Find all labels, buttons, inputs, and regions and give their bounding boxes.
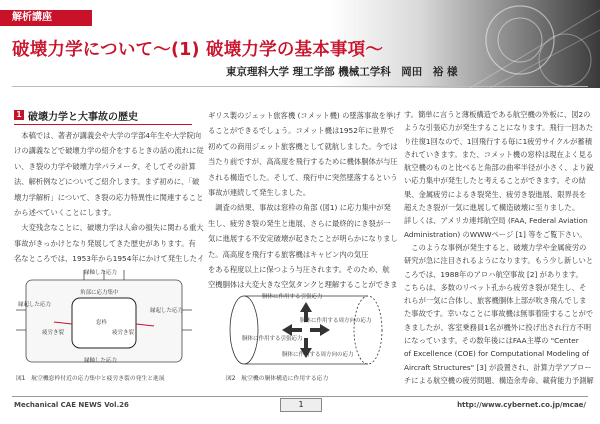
paragraph-line: ることができるでしょう。コメット機は1952年に世界で (208, 126, 395, 136)
paragraph-line: 空機胴体は大変大きな空気タンクと理解することができま (208, 280, 398, 290)
paragraph-line: このような事例が発生すると、破壊力学や金属疲労の (404, 242, 587, 252)
paragraph-line: れらが一気に合体し、旅客機胴体上部が吹き飛んでしま (404, 296, 587, 306)
paragraph-line: 生し、疲労き裂の発生と進展、さらに最終的にき裂が一 (208, 218, 391, 228)
section-number: 1 (14, 110, 24, 120)
fig2-label-d: 胴体に作用する周方向の応力 (282, 352, 354, 358)
fig1-label-corner: 角部に応力集中 (80, 290, 119, 296)
paragraph-line: た事故です。幸いなことに事故機は無事着陸することがで (404, 309, 594, 319)
fig2-label-b: 胴体に作用する周方向の応力 (300, 318, 372, 324)
paragraph-line: 調査の結果、事故は窓枠の角部 (図1) に応力集中が発 (208, 203, 391, 213)
paragraph-line: ころでは、1988年のアロハ航空事故 [2] があります。 (404, 269, 583, 279)
paragraph-line: す。簡単に言うと薄板構造である航空機の外板に、図2の (404, 110, 591, 119)
paragraph-line: 気に進展する不安定破壊が起きたことが明らかになりまし (208, 234, 398, 244)
figure-2-caption: 図2 航空機の胴体構造に作用する応力 (226, 376, 329, 382)
paragraph-line: of Excellence (COE) for Computational Modeling of (404, 349, 590, 359)
fig1-label-top: 縁軸した応力 (84, 270, 118, 276)
paragraph-line: 事故が連続して発生しました。 (208, 188, 311, 198)
paragraph-line: けの講義などで破壊力学の紹介をするときの話の流れに従 (14, 146, 204, 156)
page-number: 1 (280, 398, 322, 412)
paragraph-line: される構造でした。そして、飛行中に突然墜落するという (208, 172, 398, 182)
paragraph-line: た。高高度を飛行する旅客機はキャビン内の気圧 (208, 249, 369, 259)
paragraph-line: 果、金属疲労によるき裂発生、疲労き裂進展、限界長を (404, 189, 587, 199)
column-3-text (404, 108, 594, 387)
fig2-label-c: 胴体に作用する引張応力 (242, 336, 303, 342)
paragraph-line: 大変残念なことに、破壊力学は人命の損失に関わる重大 (14, 223, 204, 233)
figure-1-caption: 図1 航空機窓枠付近の応力集中と疲労き裂の発生と進展 (16, 376, 165, 382)
paragraph-line: されていきます。また、コメット機の窓枠は現在よく見る (404, 149, 594, 159)
section-underline (14, 124, 192, 125)
paragraph-line: きましたが、客室乗務員1名が機外に投げ出され行方不明 (404, 322, 592, 332)
paragraph-line: い応力集中が発生したと考えることができます。その結 (404, 176, 586, 186)
footer-divider (12, 396, 588, 397)
header-divider (12, 86, 588, 87)
paragraph-line: をある程度以上に保つよう与圧されます。そのため、航 (208, 265, 390, 275)
category-tag: 解析講座 (0, 10, 92, 26)
figure-2-diagram (222, 290, 390, 370)
paragraph-line: 壊力学解析」について、き裂の応力特異性に関連すること (14, 192, 204, 202)
footer-url[interactable]: http://www.cybernet.co.jp/mcae/ (457, 401, 586, 409)
paragraph-line: 航空機のものと比べると角部の曲率半径が小さく、より鋭 (404, 163, 594, 173)
footer-publication: Mechanical CAE NEWS Vol.26 (14, 401, 129, 409)
fig1-label-bottom: 縁軸した応力 (84, 358, 118, 364)
paragraph-line: ような引張応力が発生することになります。飛行一回あた (404, 123, 594, 133)
paragraph-line: チによる航空機の疲労問題、構造余寿命、載荷能力予測解 (404, 375, 594, 385)
paragraph-line: 初めての商用ジェット旅客機として就航しました。今では (208, 141, 398, 151)
paragraph-line: 研究が急に注目されるようになります。もう少し新しいと (404, 256, 594, 266)
paragraph-line: 本稿では、著者が講義会や大学の学部4年生や大学院向 (14, 131, 202, 140)
section-title: 破壊力学と大事故の歴史 (28, 112, 138, 123)
paragraph-line: Administration) のWWWページ [1] 等をご覧下さい。 (404, 229, 587, 239)
paragraph-line: 名なところでは、1953年から1954年にかけて発生したイ (14, 254, 205, 264)
fig2-label-a: 胴体に作用する引張応力 (262, 294, 323, 300)
fig1-label-crack2: 疲労き裂 (112, 330, 135, 336)
paragraph-line: Aircraft Structures" [3] が設置され、計算力学アプロー (404, 362, 592, 372)
paragraph-line: 詳しくは、アメリカ連邦航空局 (FAA, Federal Aviation (404, 216, 588, 226)
paragraph-line: り往復1回なので、1回飛行する毎に1疲労サイクルが蓄積 (404, 136, 593, 146)
column-1-text (14, 128, 205, 267)
article-title: 破壊力学について〜(1) 破壊力学の基本事項〜 (12, 40, 384, 60)
paragraph-line: 法、解析例などについてご紹介します。まず初めに、「破 (14, 177, 200, 187)
fig1-label-window: 窓枠 (96, 320, 108, 326)
column-2-text (208, 108, 401, 293)
paragraph-line: い、き裂の力学や破壊力学パラメータ、そしてその計算 (14, 161, 196, 171)
paragraph-line: こちらは、多数のリベット孔から疲労き裂が発生し、そ (404, 282, 587, 292)
fig1-label-left: 縁起した応力 (18, 302, 52, 308)
author-line: 東京理科大学 理工学部 機械工学科 岡田 裕 様 (226, 66, 458, 78)
fig1-label-crack1: 疲労き裂 (42, 330, 65, 336)
paragraph-line: 超えたき裂が一気に進展して構造破壊に至りました。 (404, 203, 580, 213)
paragraph-line: から述べていくことにします。 (14, 208, 116, 218)
paragraph-line: ギリス製のジェット旅客機 (コメット機) の墜落事故を挙げ (208, 111, 401, 120)
paragraph-line: 当たり前ですが、高高度を飛行するために機体胴体が与圧 (208, 157, 398, 167)
paragraph-line: になっています。その数年後にはFAA主導の "Center (404, 336, 579, 346)
paragraph-line: 事故がきっかけとなり発展してきた歴史があります。有 (14, 238, 196, 248)
fig1-label-right: 縁起した応力 (150, 308, 184, 314)
